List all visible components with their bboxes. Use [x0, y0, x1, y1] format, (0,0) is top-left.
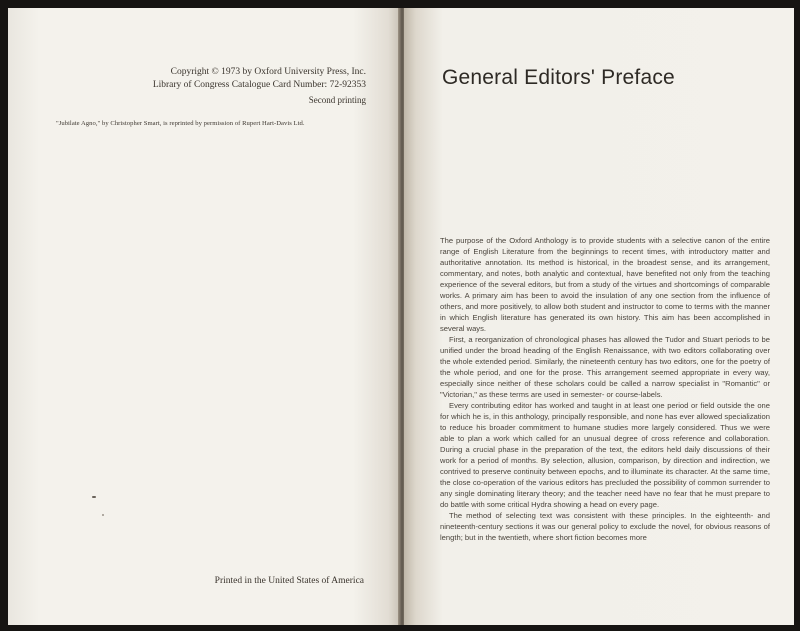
right-page [404, 8, 794, 625]
preface-paragraph: First, a reorganization of chronological phases has allowed the Tudor and Stuart periods to be unified under the broad heading of the English Renaissance, with two editors collaborating over the whole extended period. Similarly, the nineteenth century has two editors, one for the poetry of the whole period, and one for the prose. This arrangement seemed appropriate in every way, especially since neither of these scholars could be called a narrow specialist in "Romantic" or "Victorian," as these terms are used in semester- or course-labels. [440, 335, 770, 399]
permission-credit: "Jubilate Agno," by Christopher Smart, is reprinted by permission of Rupert Hart-Davis Ltd. [56, 120, 305, 127]
preface-paragraph: Every contributing editor has worked and taught in at least one period or field outside the one for which he is, in this anthology, principally responsible, and none has ever allowed specialization to reduce his broader commitment to humane studies more largely considered. Thus we were able to plan a work which called for an unusual degree of cross reference and collaboration. During a crucial phase in the preparation of the text, the editors held daily discussions of their work for a period of months. By selection, allusion, comparison, by direction and indirection, we contrived to preserve continuity between epochs, and to illuminate its character. At the same time, the close co-operation of the various editors has precluded the possibility of common surrender to any single dominating literary theory; and the teacher need have no fear that he must prepare to do battle with some critical Hydra showing a head on every page. [440, 401, 770, 509]
left-page [8, 8, 400, 625]
paper-speck [92, 496, 96, 498]
printing-line: Second printing [308, 95, 366, 105]
printed-in-line: Printed in the United States of America [214, 576, 364, 586]
copyright-line: Copyright © 1973 by Oxford University Press, Inc. [170, 67, 366, 77]
preface-paragraph: The method of selecting text was consistent with these principles. In the eighteenth- and nineteenth-century sections it was our general policy to exclude the novel, for obvious reasons of length; but in the twentieth, where short fiction becomes more [440, 511, 770, 542]
preface-body [440, 235, 770, 543]
preface-paragraph: The purpose of the Oxford Anthology is to provide students with a selective canon of the entire range of English Literature from the beginnings to recent times, with introductory matter and authoritative annotation. Its method is historical, in the broadest sense, and its arrangement, commentary, and notes, both analytic and contextual, have benefited not only from the teaching experience of the several editors, but from a study of the virtues and shortcomings of comparable works. A primary aim has been to avoid the insulation of any one section from the influence of others, and more positively, to allow both student and instructor to come to terms with the manner in which English literature has generated its own history. This aim has been accomplished in several ways. [440, 236, 770, 333]
catalogue-line: Library of Congress Catalogue Card Number: 72-92353 [152, 79, 366, 90]
page-title: General Editors' Preface [442, 66, 675, 89]
paper-speck [102, 514, 104, 516]
imprint-block [153, 66, 366, 107]
